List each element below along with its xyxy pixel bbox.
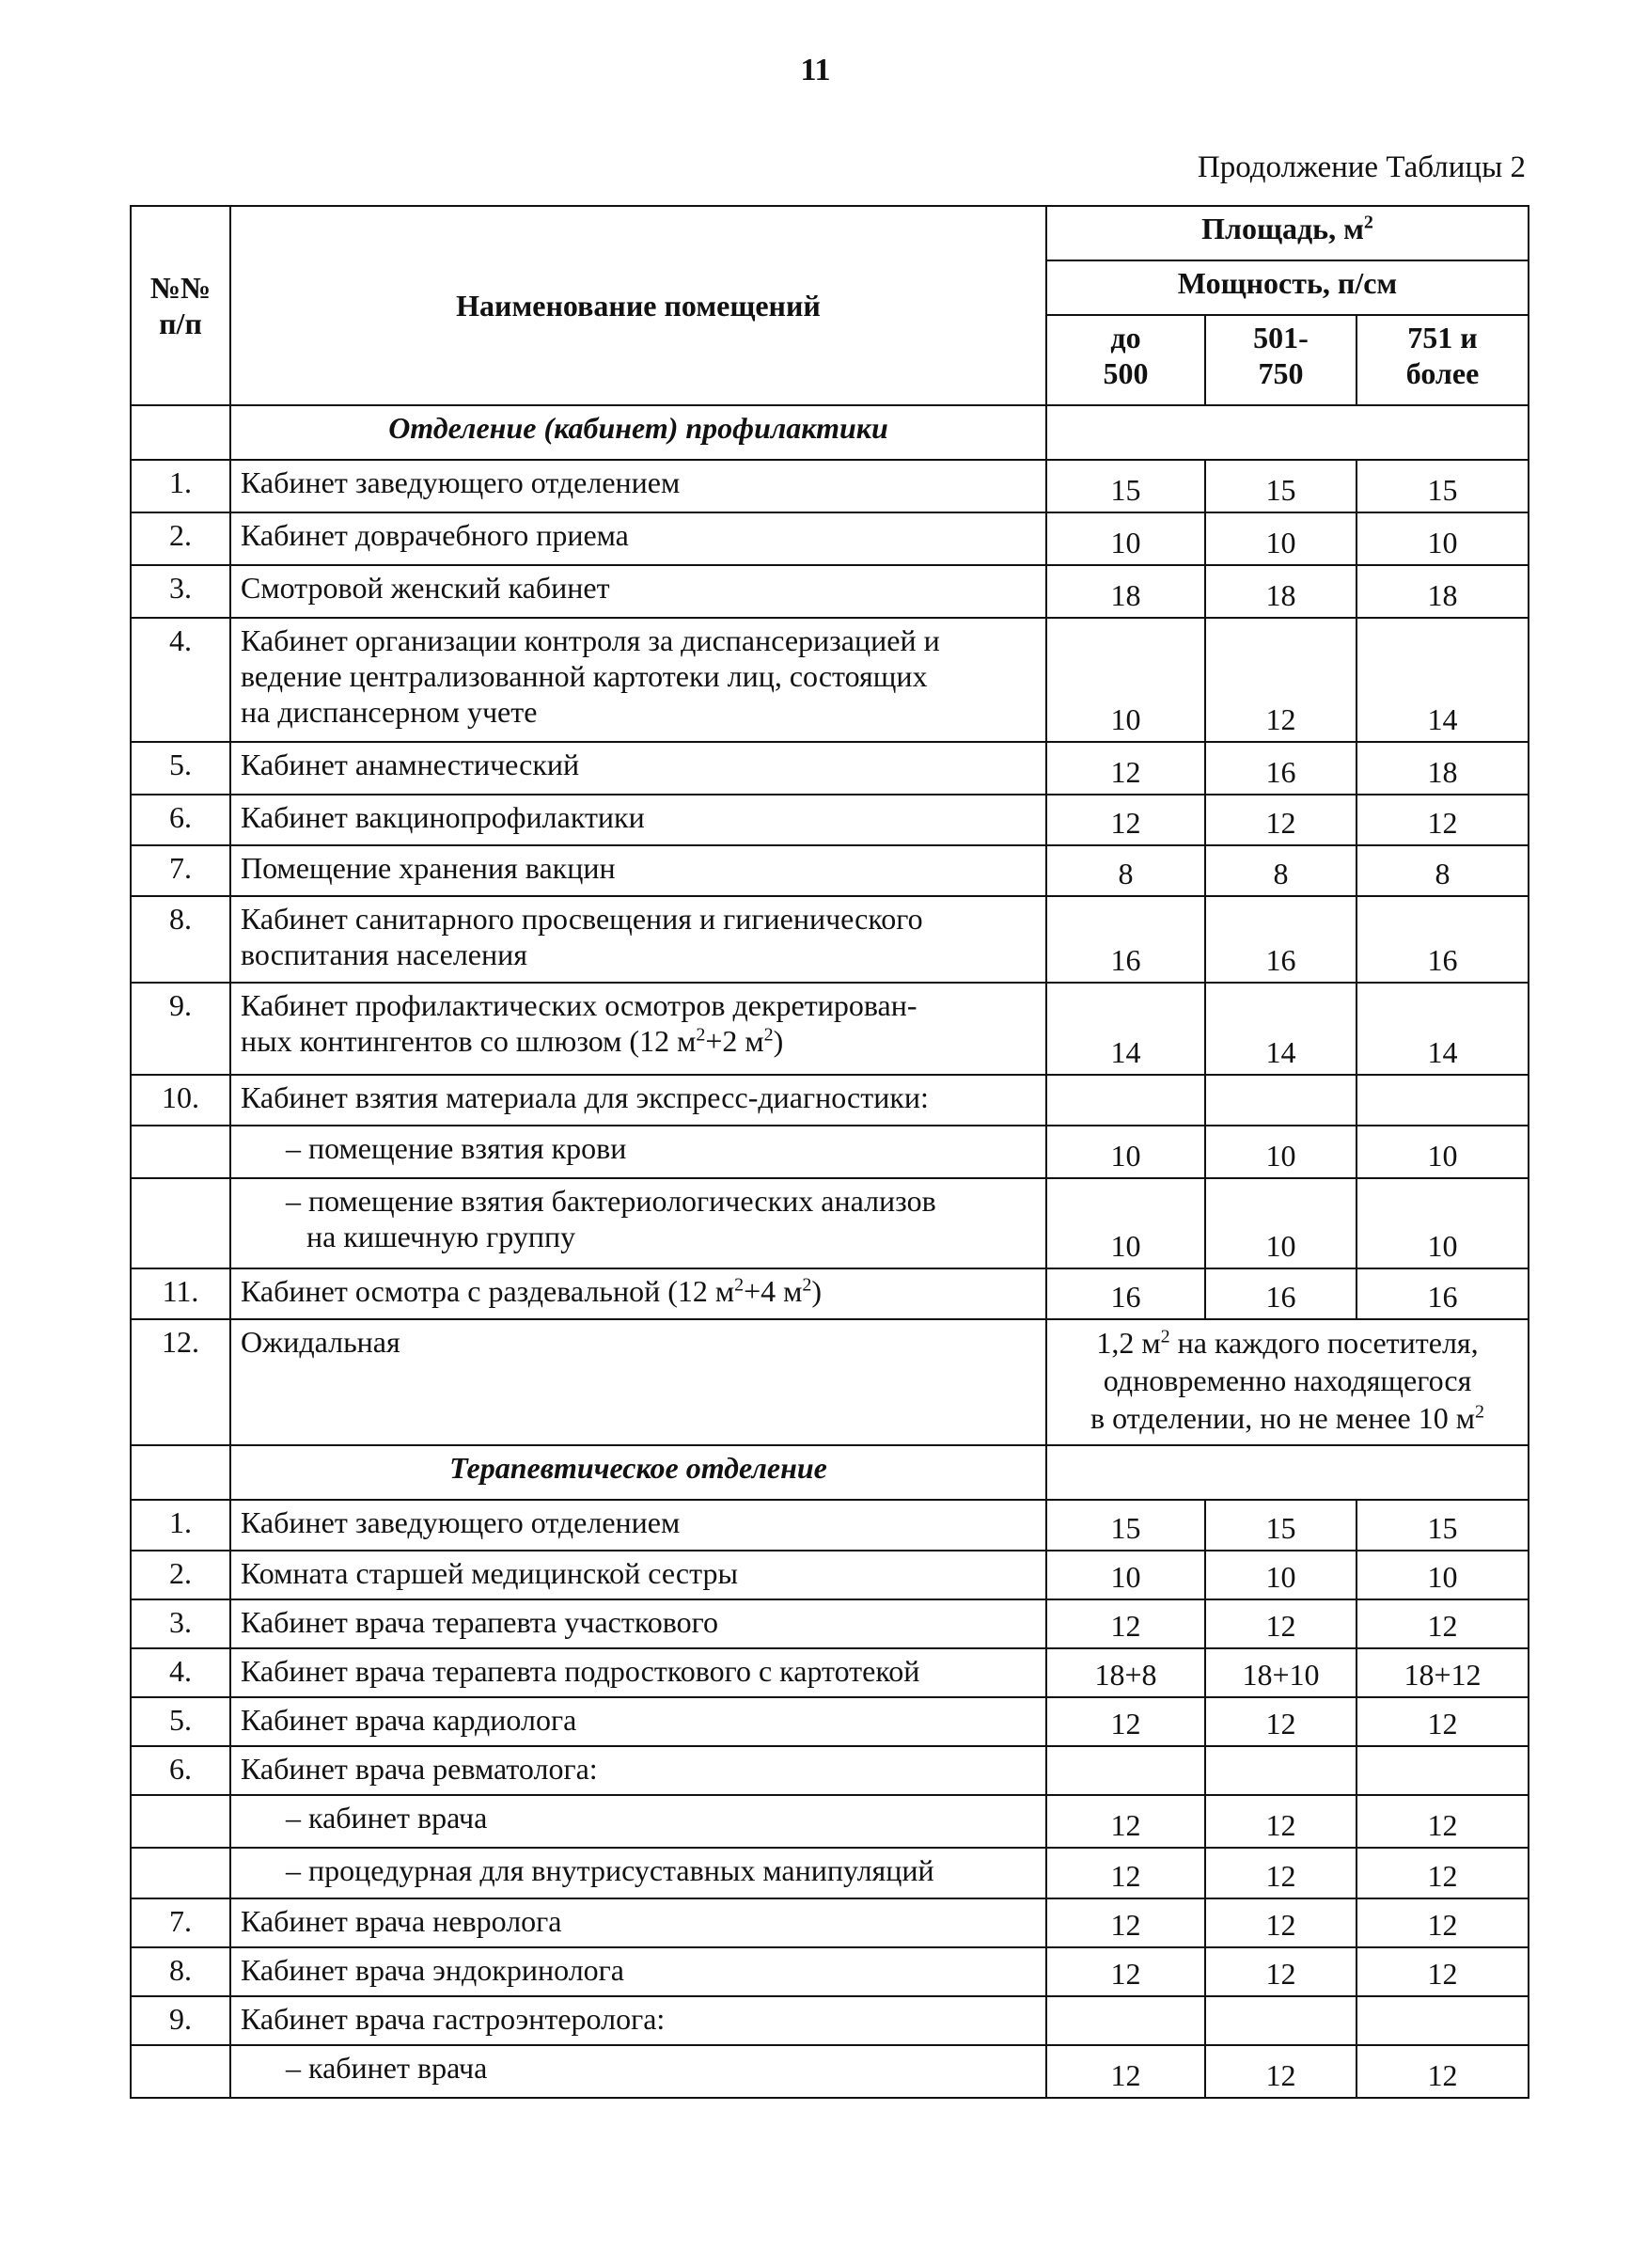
table-row: [131, 565, 1529, 618]
table-row: [131, 795, 1529, 845]
row-number: 8.: [131, 1947, 230, 1996]
room-name: Кабинет врача невролога: [230, 1898, 1046, 1947]
area-upto-500: 10: [1046, 618, 1205, 742]
area-upto-500: 12: [1046, 1697, 1205, 1746]
room-name-line: ных контингентов со шлюзом (12 м: [241, 1024, 697, 1058]
area-751-more: 12: [1357, 1697, 1529, 1746]
area-upto-500: 12: [1046, 1947, 1205, 1996]
row-number: 4.: [131, 618, 230, 742]
area-751-more: 10: [1357, 1551, 1529, 1599]
room-name: Ожидальная: [230, 1319, 1046, 1445]
header-col2-line1: 501-: [1253, 321, 1309, 354]
row-number: 2.: [131, 512, 230, 565]
room-name: Кабинет врача терапевта участкового: [230, 1599, 1046, 1648]
area-upto-500: 15: [1046, 1500, 1205, 1551]
table-row: [131, 896, 1529, 983]
room-name-line: ): [811, 1274, 823, 1308]
area-501-750: 15: [1205, 460, 1357, 512]
room-name: Помещение хранения вакцин: [230, 845, 1046, 896]
room-name: – помещение взятия крови: [230, 1126, 1046, 1178]
row-number: 1.: [131, 1500, 230, 1551]
area-501-750: 16: [1205, 1268, 1357, 1319]
row-number: 2.: [131, 1551, 230, 1599]
row-number: 9.: [131, 1996, 230, 2045]
area-upto-500: 12: [1046, 795, 1205, 845]
table-row: [131, 1126, 1529, 1178]
area-501-750: [1205, 1996, 1357, 2045]
area-751-more: 15: [1357, 460, 1529, 512]
area-751-more: 14: [1357, 983, 1529, 1075]
area-751-more: 12: [1357, 1599, 1529, 1648]
note-line: одновременно находящегося: [1103, 1363, 1472, 1397]
row-number: [131, 2045, 230, 2098]
row-number: [131, 1178, 230, 1268]
area-501-750: 18: [1205, 565, 1357, 618]
area-501-750: 15: [1205, 1500, 1357, 1551]
header-area: [1046, 206, 1529, 260]
area-751-more: [1357, 1746, 1529, 1795]
header-col2-line2: 750: [1258, 356, 1304, 390]
room-name: – процедурная для внутрисуставных манипуляций: [230, 1848, 1046, 1898]
room-name-line: Кабинет осмотра с раздевальной (12 м: [241, 1274, 735, 1308]
header-col-upto-500: [1046, 315, 1205, 405]
room-name: [230, 1268, 1046, 1319]
area-upto-500: 10: [1046, 1178, 1205, 1268]
section-spacer: [131, 1445, 230, 1500]
row-number: 3.: [131, 565, 230, 618]
row-number: 12.: [131, 1319, 230, 1445]
header-col-501-750: [1205, 315, 1357, 405]
section-spacer: [131, 405, 230, 460]
area-upto-500: 10: [1046, 1126, 1205, 1178]
room-name: [230, 1178, 1046, 1268]
area-upto-500: 8: [1046, 845, 1205, 896]
area-501-750: 8: [1205, 845, 1357, 896]
area-upto-500: 12: [1046, 1599, 1205, 1648]
area-501-750: 10: [1205, 1126, 1357, 1178]
area-501-750: 18+10: [1205, 1648, 1357, 1697]
area-751-more: [1357, 1075, 1529, 1126]
superscript: 2: [1474, 1401, 1484, 1423]
table-row: [131, 2045, 1529, 2098]
table-row: [131, 1898, 1529, 1947]
area-upto-500: 16: [1046, 1268, 1205, 1319]
header-col1-line1: до: [1110, 321, 1141, 354]
header-number: [131, 206, 230, 405]
area-upto-500: 10: [1046, 1551, 1205, 1599]
row-number: 3.: [131, 1599, 230, 1648]
area-501-750: 14: [1205, 983, 1357, 1075]
area-751-more: 12: [1357, 1947, 1529, 1996]
table-row: [131, 1746, 1529, 1795]
room-name: [230, 618, 1046, 742]
area-751-more: 18: [1357, 742, 1529, 795]
header-col3-line1: 751 и: [1407, 321, 1478, 354]
table-row: [131, 460, 1529, 512]
table-row: [131, 1848, 1529, 1898]
area-501-750: 10: [1205, 1178, 1357, 1268]
area-upto-500: [1046, 1075, 1205, 1126]
header-number-line1: №№: [149, 271, 212, 305]
superscript: 2: [696, 1024, 706, 1046]
area-upto-500: 18: [1046, 565, 1205, 618]
room-name: Кабинет врача гастроэнтеролога:: [230, 1996, 1046, 2045]
area-751-more: 12: [1357, 795, 1529, 845]
area-upto-500: [1046, 1996, 1205, 2045]
area-501-750: 12: [1205, 1947, 1357, 1996]
row-number: 11.: [131, 1268, 230, 1319]
area-upto-500: 12: [1046, 1795, 1205, 1848]
table-row: [131, 1319, 1529, 1445]
superscript: 2: [734, 1274, 745, 1296]
area-501-750: 16: [1205, 896, 1357, 983]
area-upto-500: 12: [1046, 742, 1205, 795]
section-title-therapy: Терапевтическое отделение: [230, 1445, 1046, 1500]
note-line: 1,2 м: [1096, 1326, 1161, 1360]
area-751-more: 14: [1357, 618, 1529, 742]
area-501-750: 12: [1205, 795, 1357, 845]
table-row: [131, 1500, 1529, 1551]
header-col1-line2: 500: [1103, 356, 1149, 390]
room-name: – кабинет врача: [230, 2045, 1046, 2098]
room-name: Кабинет взятия материала для экспресс-диагностики:: [230, 1075, 1046, 1126]
table-row: [131, 1268, 1529, 1319]
row-number: [131, 1795, 230, 1848]
room-name: Кабинет анамнестический: [230, 742, 1046, 795]
header-col3-line2: более: [1405, 356, 1480, 390]
room-name-line: Кабинет профилактических осмотров декретирован-: [241, 988, 917, 1022]
area-751-more: 12: [1357, 2045, 1529, 2098]
area-upto-500: 10: [1046, 512, 1205, 565]
row-number: 9.: [131, 983, 230, 1075]
room-name-line: на диспансерном учете: [241, 695, 538, 729]
room-name-line: Кабинет организации контроля за диспансеризацией и: [241, 623, 940, 657]
row-number: [131, 1126, 230, 1178]
area-751-more: 12: [1357, 1848, 1529, 1898]
row-number: 4.: [131, 1648, 230, 1697]
room-name: Кабинет врача терапевта подросткового с картотекой: [230, 1648, 1046, 1697]
section-spacer: [1046, 1445, 1529, 1500]
area-upto-500: 12: [1046, 2045, 1205, 2098]
table-row: [131, 512, 1529, 565]
area-501-750: 12: [1205, 2045, 1357, 2098]
area-751-more: [1357, 1996, 1529, 2045]
row-number: 7.: [131, 1898, 230, 1947]
room-name: Кабинет заведующего отделением: [230, 1500, 1046, 1551]
row-number: 6.: [131, 1746, 230, 1795]
superscript: 2: [763, 1024, 774, 1046]
area-751-more: 16: [1357, 896, 1529, 983]
room-name-line: +4 м: [744, 1274, 803, 1308]
area-751-more: 18: [1357, 565, 1529, 618]
table-continuation-label: Продолжение Таблицы 2: [1197, 150, 1526, 184]
area-upto-500: 14: [1046, 983, 1205, 1075]
area-501-750: 12: [1205, 1898, 1357, 1947]
area-501-750: 12: [1205, 1697, 1357, 1746]
room-name-line: на кишечную группу: [306, 1220, 576, 1253]
area-751-more: 10: [1357, 1126, 1529, 1178]
area-upto-500: 16: [1046, 896, 1205, 983]
area-upto-500: 12: [1046, 1898, 1205, 1947]
area-501-750: 10: [1205, 512, 1357, 565]
header-number-line2: п/п: [159, 307, 202, 340]
area-501-750: [1205, 1746, 1357, 1795]
area-upto-500: [1046, 1746, 1205, 1795]
note-line: на каждого посетителя,: [1169, 1326, 1479, 1360]
header-area-sup: 2: [1363, 212, 1373, 233]
note-line: в отделении, но не менее 10 м: [1090, 1401, 1475, 1435]
room-name: Кабинет врача эндокринолога: [230, 1947, 1046, 1996]
room-name: [230, 983, 1046, 1075]
room-name: Комната старшей медицинской сестры: [230, 1551, 1046, 1599]
area-upto-500: 18+8: [1046, 1648, 1205, 1697]
page-number: 11: [800, 53, 831, 87]
table-row: [131, 1599, 1529, 1648]
superscript: 2: [1160, 1326, 1170, 1347]
row-number: [131, 1848, 230, 1898]
area-751-more: 12: [1357, 1898, 1529, 1947]
table-row: [131, 1551, 1529, 1599]
table-row: [131, 618, 1529, 742]
room-name-line: ведение централизованной картотеки лиц, состоящих: [241, 659, 928, 693]
area-501-750: 10: [1205, 1551, 1357, 1599]
table-row: [131, 1648, 1529, 1697]
table-row: [131, 1996, 1529, 2045]
superscript: 2: [802, 1274, 812, 1296]
header-room-name: Наименование помещений: [230, 206, 1046, 405]
waiting-area-norm: [1046, 1319, 1529, 1445]
room-name-line: – помещение взятия бактериологических анализов: [286, 1184, 936, 1218]
area-751-more: 10: [1357, 512, 1529, 565]
table-row: [131, 1795, 1529, 1848]
row-number: 6.: [131, 795, 230, 845]
room-name-line: +2 м: [705, 1024, 764, 1058]
area-751-more: 16: [1357, 1268, 1529, 1319]
area-751-more: 12: [1357, 1795, 1529, 1848]
area-501-750: [1205, 1075, 1357, 1126]
room-name: [230, 896, 1046, 983]
room-name-line: Кабинет санитарного просвещения и гигиенического: [241, 902, 923, 936]
area-501-750: 12: [1205, 618, 1357, 742]
row-number: 5.: [131, 742, 230, 795]
room-name: Кабинет врача ревматолога:: [230, 1746, 1046, 1795]
header-area-label: Площадь, м: [1201, 212, 1364, 245]
section-spacer: [1046, 405, 1529, 460]
area-751-more: 15: [1357, 1500, 1529, 1551]
section-title-prevention: Отделение (кабинет) профилактики: [230, 405, 1046, 460]
area-501-750: 16: [1205, 742, 1357, 795]
row-number: 5.: [131, 1697, 230, 1746]
table-row: [131, 983, 1529, 1075]
table-row: [131, 742, 1529, 795]
room-name: Кабинет доврачебного приема: [230, 512, 1046, 565]
room-name-line: ): [773, 1024, 784, 1058]
area-751-more: 18+12: [1357, 1648, 1529, 1697]
area-upto-500: 12: [1046, 1848, 1205, 1898]
area-751-more: 10: [1357, 1178, 1529, 1268]
area-501-750: 12: [1205, 1599, 1357, 1648]
room-name-line: воспитания населения: [241, 937, 527, 971]
table-row: [131, 1178, 1529, 1268]
table-row: [131, 1697, 1529, 1746]
row-number: 7.: [131, 845, 230, 896]
table-row: [131, 1075, 1529, 1126]
area-751-more: 8: [1357, 845, 1529, 896]
room-name: Кабинет заведующего отделением: [230, 460, 1046, 512]
table-row: [131, 845, 1529, 896]
area-501-750: 12: [1205, 1795, 1357, 1848]
header-capacity: Мощность, п/см: [1046, 260, 1529, 315]
row-number: 1.: [131, 460, 230, 512]
room-name: Кабинет вакцинопрофилактики: [230, 795, 1046, 845]
area-501-750: 12: [1205, 1848, 1357, 1898]
room-name: Смотровой женский кабинет: [230, 565, 1046, 618]
room-name: – кабинет врача: [230, 1795, 1046, 1848]
area-upto-500: 15: [1046, 460, 1205, 512]
room-name: Кабинет врача кардиолога: [230, 1697, 1046, 1746]
row-number: 10.: [131, 1075, 230, 1126]
rooms-area-table: [130, 205, 1529, 2099]
table-row: [131, 1947, 1529, 1996]
header-col-751-more: [1357, 315, 1529, 405]
row-number: 8.: [131, 896, 230, 983]
